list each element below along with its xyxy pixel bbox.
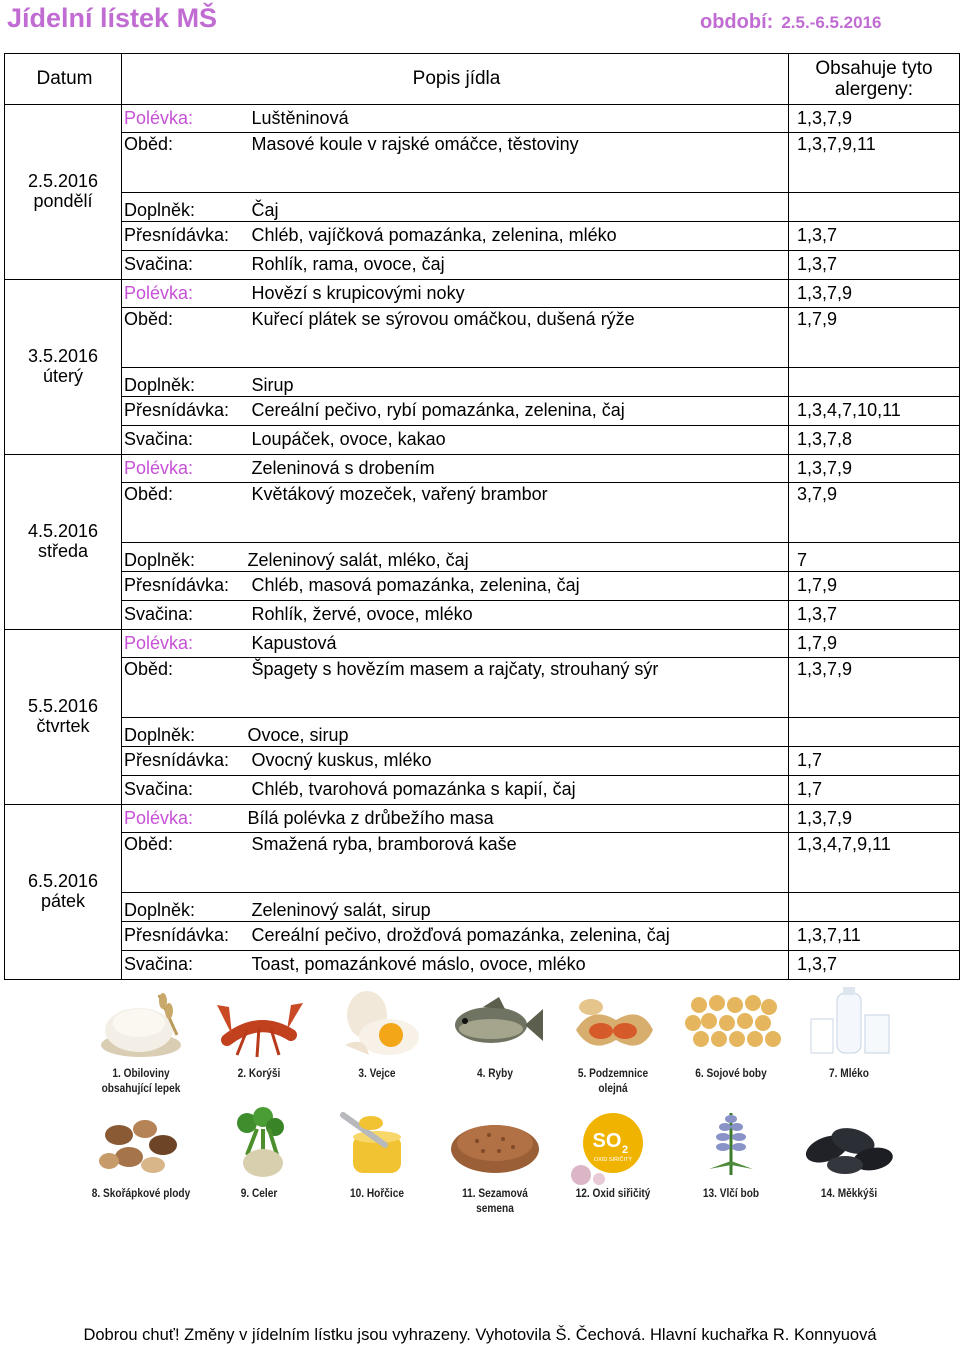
meal-description: Zeleninová s drobením [246, 455, 789, 483]
meal-type: Svačina: [122, 951, 246, 980]
meal-row [5, 426, 960, 455]
meal-allergens: 1,3,7,9 [789, 455, 960, 483]
milk-icon [793, 985, 905, 1067]
so2-badge-sub: 2 [621, 1144, 629, 1156]
allergen-label: 1. Obiloviny [112, 1068, 170, 1080]
day-date: 5.5.2016 [27, 696, 99, 717]
meal-allergens: 1,3,7,9 [789, 105, 960, 133]
meal-row [5, 805, 960, 833]
meal-row [5, 368, 960, 397]
so2-badge-main: SO [592, 1130, 622, 1152]
meal-type: Svačina: [122, 251, 246, 280]
meal-row [5, 572, 960, 601]
meal-description: Cereální pečivo, rybí pomazánka, zelenina, čaj [246, 397, 789, 426]
meal-type: Oběd: [122, 833, 246, 893]
fish-icon [439, 985, 551, 1067]
meal-allergens: 1,3,7 [789, 951, 960, 980]
meal-type: Polévka: [122, 805, 246, 833]
meal-type: Doplněk: [122, 193, 246, 222]
column-header-allergens: Obsahuje tyto alergeny: [789, 54, 960, 105]
allergen-item [85, 1105, 197, 1202]
meal-row [5, 718, 960, 747]
meal-type: Přesnídávka: [122, 747, 246, 776]
meal-description: Rohlík, rama, ovoce, čaj [246, 251, 789, 280]
meal-allergens: 1,7 [789, 747, 960, 776]
menu-body [5, 105, 960, 980]
allergen-item [85, 985, 197, 1097]
meal-row [5, 893, 960, 922]
allergen-item [675, 985, 787, 1082]
meal-allergens [789, 368, 960, 397]
grain-flour-icon [85, 985, 197, 1067]
so2-badge-caption: OXID SIŘIČITÝ [593, 1157, 633, 1163]
column-header-date: Datum [5, 54, 122, 105]
meal-allergens [789, 718, 960, 747]
allergen-label: 5. Podzemnice [577, 1068, 649, 1080]
allergen-label: 13. Vlčí bob [702, 1188, 760, 1200]
meal-type: Polévka: [122, 105, 246, 133]
meal-type: Polévka: [122, 630, 246, 658]
meal-description: Kapustová [246, 630, 789, 658]
allergen-item [321, 1105, 433, 1202]
allergen-item [793, 985, 905, 1082]
day-cell [5, 105, 122, 280]
meal-allergens: 1,3,7 [789, 222, 960, 251]
meal-description: Sirup [246, 368, 789, 397]
allergen-label: 3. Vejce [358, 1068, 396, 1080]
meal-allergens: 1,3,7 [789, 251, 960, 280]
meal-description: Chléb, masová pomazánka, zelenina, čaj [246, 572, 789, 601]
meal-description: Zeleninový salát, mléko, čaj [246, 543, 789, 572]
day-cell [5, 805, 122, 980]
day-name: pátek [40, 891, 86, 911]
meal-type: Oběd: [122, 658, 246, 718]
menu-table [4, 53, 960, 980]
meal-description: Toast, pomazánkové máslo, ovoce, mléko [246, 951, 789, 980]
allergen-item [203, 1105, 315, 1202]
meal-row [5, 193, 960, 222]
meal-row [5, 251, 960, 280]
meal-row [5, 658, 960, 718]
day-name: středa [37, 541, 89, 561]
allergen-label-line2: obsahující lepek [101, 1082, 181, 1095]
meal-allergens: 1,3,7,9 [789, 280, 960, 308]
meal-row [5, 280, 960, 308]
meal-type: Oběd: [122, 483, 246, 543]
meal-allergens [789, 193, 960, 222]
day-date: 4.5.2016 [27, 521, 99, 542]
meal-type: Oběd: [122, 308, 246, 368]
meal-allergens: 1,3,7,9 [789, 805, 960, 833]
allergen-label: 9. Celer [240, 1188, 278, 1200]
allergen-item [439, 1105, 551, 1217]
meal-type: Svačina: [122, 426, 246, 455]
meal-allergens: 3,7,9 [789, 483, 960, 543]
column-header-description: Popis jídla [122, 54, 789, 105]
meal-description: Zeleninový salát, sirup [246, 893, 789, 922]
allergen-item [321, 985, 433, 1082]
period-dates: 2.5.-6.5.2016 [781, 13, 882, 32]
meal-type: Doplněk: [122, 718, 246, 747]
so2-icon [557, 1105, 669, 1187]
meal-type: Přesnídávka: [122, 922, 246, 951]
mustard-icon [321, 1105, 433, 1187]
meal-description: Hovězí s krupicovými noky [246, 280, 789, 308]
meal-allergens: 1,3,7,9,11 [789, 133, 960, 193]
day-date: 3.5.2016 [27, 346, 99, 367]
day-cell [5, 455, 122, 630]
footer-note: Dobrou chuť! Změny v jídelním lístku jsou vyhrazeny. Vyhotovila Š. Čechová. Hlavní kuchařka R. Konnyuová [83, 1326, 877, 1344]
meal-description: Čaj [246, 193, 789, 222]
allergen-label: 2. Korýši [237, 1068, 281, 1080]
meal-allergens: 7 [789, 543, 960, 572]
meal-row [5, 543, 960, 572]
allergen-item [675, 1105, 787, 1202]
meal-type: Přesnídávka: [122, 572, 246, 601]
allergen-label: 12. Oxid siřičitý [575, 1188, 651, 1200]
meal-type: Doplněk: [122, 368, 246, 397]
meal-allergens: 1,7,9 [789, 630, 960, 658]
meal-row [5, 222, 960, 251]
meal-row [5, 630, 960, 658]
meal-row [5, 951, 960, 980]
day-cell [5, 630, 122, 805]
meal-description: Chléb, tvarohová pomazánka s kapií, čaj [246, 776, 789, 805]
meal-type: Přesnídávka: [122, 397, 246, 426]
meal-row [5, 833, 960, 893]
meal-row [5, 922, 960, 951]
day-name: úterý [42, 366, 84, 386]
page-title: Jídelní lístek MŠ [7, 3, 218, 33]
allergen-item [203, 985, 315, 1082]
period-label: období: [700, 11, 774, 33]
meal-description: Ovoce, sirup [246, 718, 789, 747]
allergen-label: 11. Sezamová [462, 1188, 528, 1200]
meal-type: Doplněk: [122, 893, 246, 922]
peanut-icon [557, 985, 669, 1067]
meal-allergens: 1,7,9 [789, 572, 960, 601]
allergen-label: 8. Skořápkové plody [91, 1188, 191, 1200]
allergen-item [557, 985, 669, 1097]
meal-description: Luštěninová [246, 105, 789, 133]
meal-allergens: 1,3,7 [789, 601, 960, 630]
allergen-item [557, 1105, 669, 1202]
meal-row [5, 483, 960, 543]
meal-type: Doplněk: [122, 543, 246, 572]
meal-description: Rohlík, žervé, ovoce, mléko [246, 601, 789, 630]
meal-row [5, 397, 960, 426]
meal-description: Masové koule v rajské omáčce, těstoviny [246, 133, 789, 193]
day-date: 2.5.2016 [27, 171, 99, 192]
meal-type: Svačina: [122, 776, 246, 805]
meal-row [5, 776, 960, 805]
allergen-label: 10. Hořčice [349, 1188, 405, 1200]
meal-type: Polévka: [122, 280, 246, 308]
meal-row [5, 133, 960, 193]
day-name: pondělí [33, 191, 93, 211]
meal-description: Cereální pečivo, drožďová pomazánka, zelenina, čaj [246, 922, 789, 951]
meal-type: Svačina: [122, 601, 246, 630]
celery-icon [203, 1105, 315, 1187]
allergen-label: 4. Ryby [476, 1068, 513, 1080]
meal-description: Smažená ryba, bramborová kaše [246, 833, 789, 893]
meal-allergens: 1,7,9 [789, 308, 960, 368]
allergen-label: 7. Mléko [829, 1068, 869, 1080]
egg-icon [321, 985, 433, 1067]
meal-description: Chléb, vajíčková pomazánka, zelenina, mléko [246, 222, 789, 251]
mussel-icon [793, 1105, 905, 1187]
meal-description: Bílá polévka z drůbežího masa [246, 805, 789, 833]
meal-row [5, 747, 960, 776]
meal-allergens: 1,7 [789, 776, 960, 805]
meal-type: Polévka: [122, 455, 246, 483]
meal-row [5, 455, 960, 483]
sesame-icon [439, 1105, 551, 1187]
day-name: čtvrtek [36, 716, 90, 736]
allergen-label: 6. Sojové boby [695, 1068, 767, 1080]
meal-type: Oběd: [122, 133, 246, 193]
meal-row [5, 308, 960, 368]
meal-description: Kuřecí plátek se sýrovou omáčkou, dušená rýže [246, 308, 789, 368]
nuts-icon [85, 1105, 197, 1187]
meal-type: Přesnídávka: [122, 222, 246, 251]
allergen-item [793, 1105, 905, 1202]
allergen-label-line2: olejná [598, 1082, 628, 1095]
meal-row [5, 105, 960, 133]
meal-description: Loupáček, ovoce, kakao [246, 426, 789, 455]
meal-description: Ovocný kuskus, mléko [246, 747, 789, 776]
allergen-label: 14. Měkkýši [820, 1188, 878, 1200]
meal-allergens: 1,3,7,8 [789, 426, 960, 455]
meal-allergens: 1,3,4,7,10,11 [789, 397, 960, 426]
day-date: 6.5.2016 [27, 871, 99, 892]
meal-allergens: 1,3,7,9 [789, 658, 960, 718]
period-heading [700, 11, 882, 34]
allergen-item [439, 985, 551, 1082]
meal-allergens: 1,3,7,11 [789, 922, 960, 951]
meal-description: Špagety s hovězím masem a rajčaty, strouhaný sýr [246, 658, 789, 718]
meal-allergens [789, 893, 960, 922]
allergen-label-line2: semena [476, 1202, 514, 1215]
day-cell [5, 280, 122, 455]
meal-allergens: 1,3,4,7,9,11 [789, 833, 960, 893]
allergen-legend [85, 985, 878, 1235]
soybean-icon [675, 985, 787, 1067]
meal-description: Květákový mozeček, vařený brambor [246, 483, 789, 543]
lupin-icon [675, 1105, 787, 1187]
crayfish-icon [203, 985, 315, 1067]
meal-row [5, 601, 960, 630]
